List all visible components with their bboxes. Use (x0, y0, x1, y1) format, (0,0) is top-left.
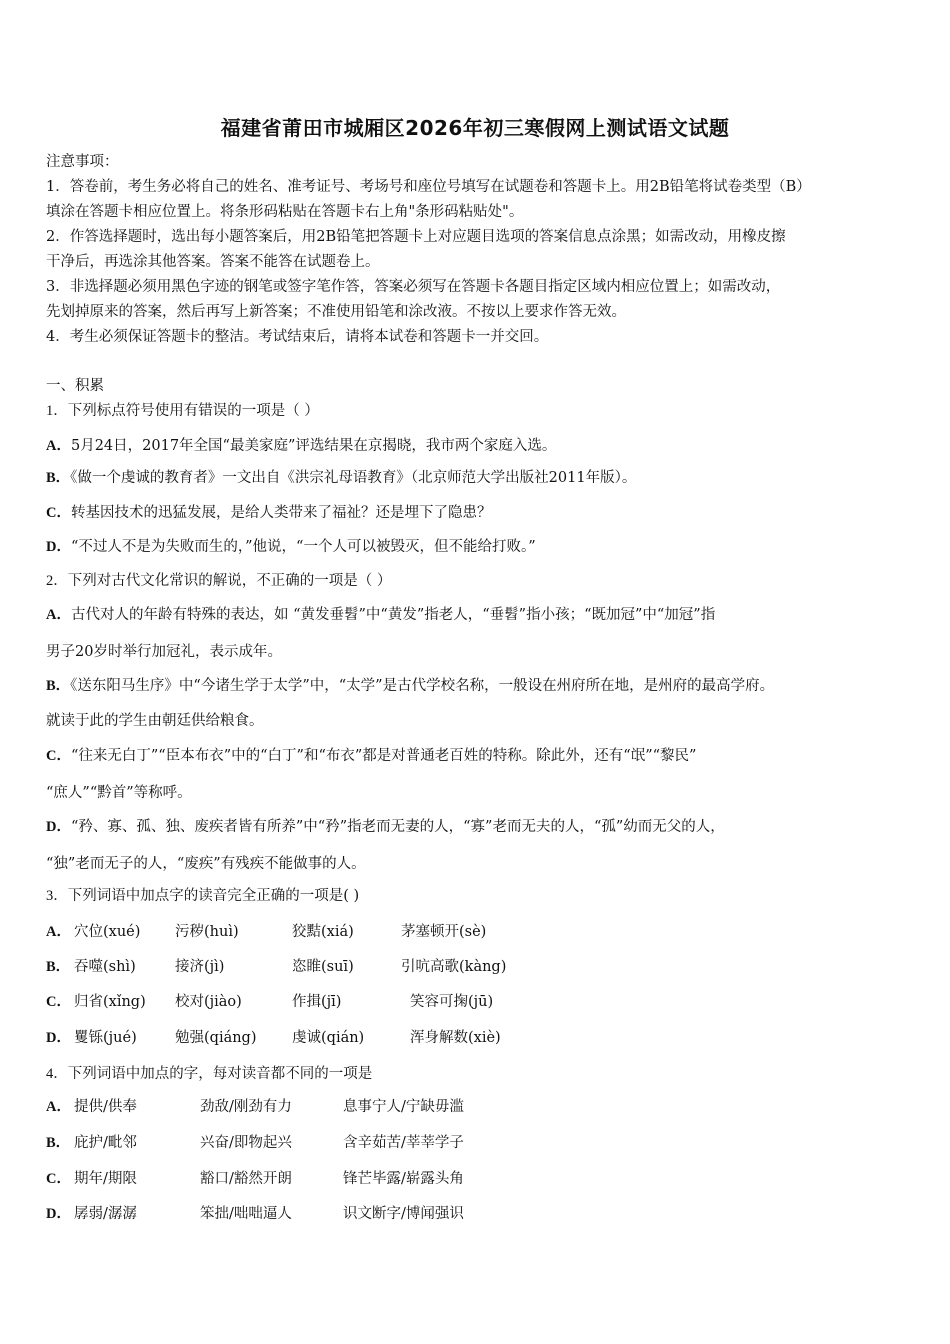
notice-line: 4．考生必须保证答题卡的整洁。考试结束后，请将本试卷和答题卡一并交回。 (46, 329, 549, 345)
option-text: “往来无白丁”“臣本布衣”中的“白丁”和“布衣”都是对普通老百姓的特称。除此外，还有“氓”“黎民” (70, 748, 697, 764)
option-letter: D． (46, 1030, 71, 1046)
option-letter: A． (46, 607, 71, 623)
option-text: “矜、寡、孤、独、废疾者皆有所养”中“矜”指老而无妻的人，“寡”老而无夫的人，“孤”幼而无父的人， (70, 819, 725, 835)
notice-line: 2．作答选择题时，选出每小题答案后，用2B铅笔把答题卡上对应题目选项的答案信息点涂黑；如需改动，用橡皮擦 (46, 229, 786, 245)
question-stem: 下列标点符号使用有错误的一项是（ ） (67, 403, 319, 419)
option-item: 狡黠(xiá) (292, 924, 354, 940)
option-letter: D． (46, 539, 71, 555)
question-number: 1． (46, 403, 68, 419)
option-text: 5月24日，2017年全国“最美家庭”评选结果在京揭晓，我市两个家庭入选。 (70, 438, 557, 454)
option-letter: D． (46, 819, 71, 835)
question-1-stem (46, 401, 319, 421)
option-item: 浑身解数(xiè) (410, 1030, 501, 1046)
question-1-option-d (46, 537, 536, 557)
option-item: 接济(jì) (175, 959, 225, 975)
question-1-option-a (46, 436, 556, 456)
option-letter: C． (46, 994, 71, 1010)
question-2-option-b (46, 676, 774, 696)
option-item: 锋芒毕露/崭露头角 (343, 1171, 464, 1187)
option-letter: C． (46, 505, 71, 521)
question-number: 3． (46, 888, 68, 904)
option-text: 古代对人的年龄有特殊的表达，如 “黄发垂髫”中“黄发”指老人，“垂髫”指小孩；“既加冠”中“加冠”指 (70, 607, 716, 623)
question-3-option-d (46, 1028, 71, 1048)
option-item: 引吭高歌(kàng) (401, 959, 507, 975)
question-4-option-a (46, 1097, 71, 1117)
option-text: 《做一个虔诚的教育者》一文出自《洪宗礼母语教育》（北京师范大学出版社2011年版）。 (70, 470, 637, 486)
notice-line: 先划掉原来的答案，然后再写上新答案；不准使用铅笔和涂改液。不按以上要求作答无效。 (46, 304, 626, 320)
question-stem: 下列对古代文化常识的解说，不正确的一项是（ ） (67, 573, 392, 589)
question-3-option-a (46, 922, 71, 942)
question-1-option-b (46, 468, 636, 488)
question-3-option-b (46, 957, 70, 977)
option-item: 期年/期限 (74, 1171, 137, 1187)
option-item: 劲敌/刚劲有力 (200, 1099, 292, 1115)
section-heading: 一、积累 (46, 378, 104, 394)
option-item: 豁口/豁然开朗 (200, 1171, 292, 1187)
option-item: 穴位(xué) (74, 924, 141, 940)
option-item: 识文断字/博闻强识 (343, 1206, 464, 1222)
question-4-option-d (46, 1204, 71, 1224)
question-2-option-c (46, 746, 696, 766)
notice-line: 3．非选择题必须用黑色字迹的钢笔或签字笔作答，答案必须写在答题卡各题目指定区域内相应位置上；如需改动， (46, 279, 781, 295)
option-letter: B． (46, 959, 71, 975)
option-continuation: 就读于此的学生由朝廷供给粮食。 (46, 713, 264, 729)
question-4-option-b (46, 1133, 70, 1153)
option-item: 归省(xǐng) (74, 994, 146, 1010)
option-item: 含辛茹苦/莘莘学子 (343, 1135, 464, 1151)
question-3-stem (46, 886, 359, 906)
option-letter: D． (46, 1206, 71, 1222)
option-item: 孱弱/潺潺 (74, 1206, 137, 1222)
option-item: 笑容可掬(jū) (410, 994, 494, 1010)
option-item: 提供/供奉 (74, 1099, 137, 1115)
option-text: 《送东阳马生序》中“今诸生学于太学”中，“太学”是古代学校名称，一般设在州府所在地，是州府的最高学府。 (70, 678, 775, 694)
question-3-option-c (46, 992, 71, 1012)
option-item: 污秽(huì) (175, 924, 239, 940)
page-title: 福建省莆田市城厢区2026年初三寒假网上测试语文试题 (220, 116, 730, 140)
question-4-option-c (46, 1169, 71, 1189)
option-item: 息事宁人/宁缺毋滥 (343, 1099, 464, 1115)
notice-line: 填涂在答题卡相应位置上。将条形码粘贴在答题卡右上角"条形码粘贴处"。 (46, 204, 524, 220)
option-item: 勉强(qiáng) (175, 1030, 257, 1046)
option-item: 吞噬(shì) (74, 959, 136, 975)
question-stem: 下列词语中加点字的读音完全正确的一项是( ) (67, 888, 360, 904)
question-number: 4． (46, 1066, 68, 1082)
option-item: 矍铄(jué) (74, 1030, 137, 1046)
question-stem: 下列词语中加点的字，每对读音都不同的一项是 (67, 1066, 373, 1082)
option-item: 虔诚(qián) (292, 1030, 365, 1046)
option-letter: C． (46, 1171, 71, 1187)
question-1-option-c (46, 503, 491, 523)
option-item: 兴奋/即物起兴 (200, 1135, 292, 1151)
question-number: 2． (46, 573, 68, 589)
option-item: 恣睢(suī) (292, 959, 354, 975)
question-2-stem (46, 571, 391, 591)
notice-line: 1．答卷前，考生务必将自己的姓名、准考证号、考场号和座位号填写在试题卷和答题卡上。用2B铅笔将试卷类型（B） (46, 179, 811, 195)
option-text: 转基因技术的迅猛发展，是给人类带来了福祉？还是埋下了隐患？ (70, 505, 492, 521)
option-letter: B． (46, 470, 71, 486)
option-letter: A． (46, 924, 71, 940)
option-letter: B． (46, 1135, 71, 1151)
question-2-option-a (46, 605, 715, 625)
option-letter: B． (46, 678, 71, 694)
question-4-stem (46, 1064, 372, 1084)
option-item: 作揖(jī) (292, 994, 342, 1010)
option-continuation: “独”老而无子的人，“废疾”有残疾不能做事的人。 (46, 856, 366, 872)
option-continuation: “庶人”“黔首”等称呼。 (46, 785, 192, 801)
option-text: “不过人不是为失败而生的，”他说，“一个人可以被毁灭，但不能给打败。” (70, 539, 536, 555)
question-2-option-d (46, 817, 725, 837)
option-continuation: 男子20岁时举行加冠礼，表示成年。 (46, 644, 282, 660)
option-letter: A． (46, 438, 71, 454)
option-letter: A． (46, 1099, 71, 1115)
option-letter: C． (46, 748, 71, 764)
notice-heading: 注意事项： (46, 154, 119, 170)
option-item: 茅塞顿开(sè) (401, 924, 487, 940)
notice-line: 干净后，再选涂其他答案。答案不能答在试题卷上。 (46, 254, 380, 270)
option-item: 庇护/毗邻 (74, 1135, 137, 1151)
option-item: 校对(jiào) (175, 994, 242, 1010)
option-item: 笨拙/咄咄逼人 (200, 1206, 292, 1222)
